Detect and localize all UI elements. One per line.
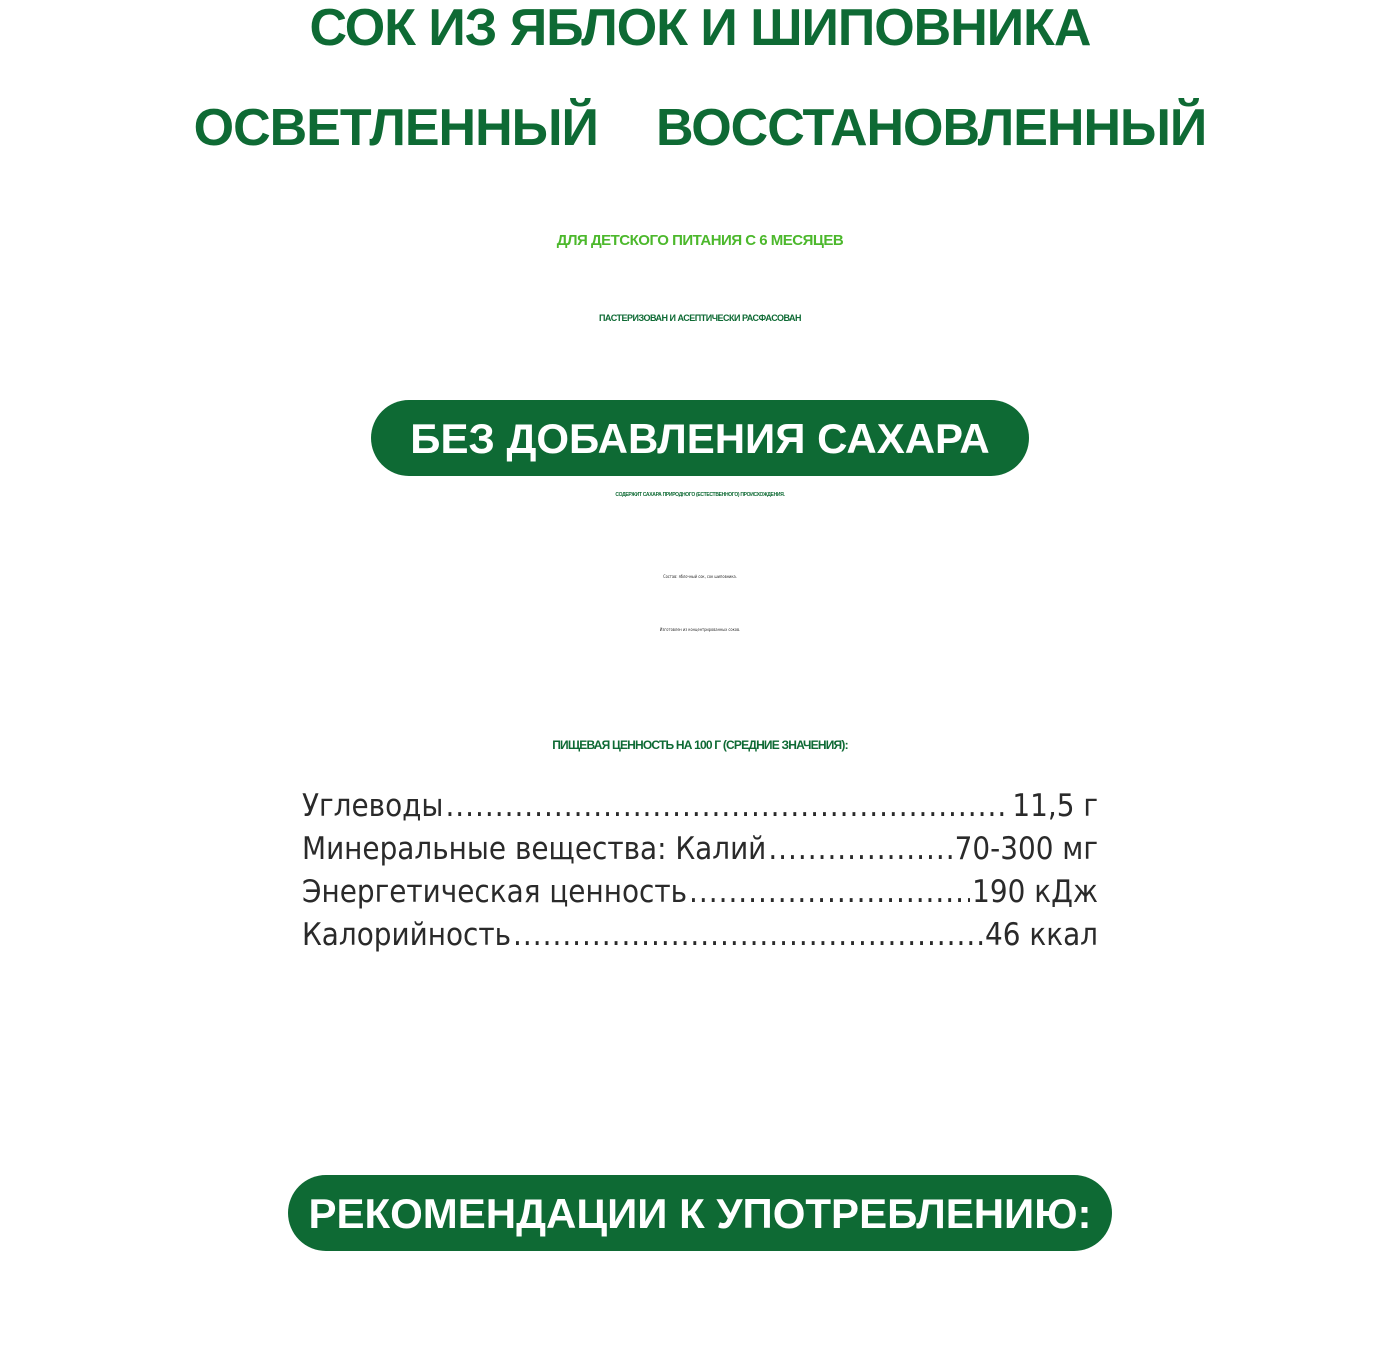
composition-line1: Состав: яблочный сок, сок шиповника. bbox=[663, 574, 737, 579]
nutrition-label: Углеводы bbox=[302, 788, 444, 824]
nutrition-row-calories bbox=[302, 917, 1098, 953]
product-title-line1: СОК ИЗ ЯБЛОК И ШИПОВНИКА bbox=[309, 0, 1091, 57]
nutrition-value: 46 ккал bbox=[985, 917, 1098, 953]
dot-leader bbox=[689, 874, 970, 910]
nutrition-heading: ПИЩЕВАЯ ЦЕННОСТЬ НА 100 Г (СРЕДНИЕ ЗНАЧЕНИЯ): bbox=[552, 738, 848, 752]
nutrition-label: Энергетическая ценность bbox=[302, 874, 688, 910]
nutrition-value: 190 кДж bbox=[972, 874, 1098, 910]
composition-line2: Изготовлен из концентрированных соков. bbox=[659, 627, 741, 632]
nutrition-label: Калорийность bbox=[302, 917, 512, 953]
nutrition-label: Минеральные вещества: Калий bbox=[302, 831, 767, 867]
nutrition-value: 11,5 г bbox=[1012, 788, 1098, 824]
recommendations-badge: РЕКОМЕНДАЦИИ К УПОТРЕБЛЕНИЮ: bbox=[288, 1175, 1112, 1251]
product-title-line2 bbox=[0, 99, 1400, 157]
dot-leader bbox=[513, 917, 983, 953]
dot-leader bbox=[445, 788, 1010, 824]
nutrition-value: 70-300 мг bbox=[954, 831, 1098, 867]
product-title-clarified: ОСВЕТЛЕННЫЙ bbox=[193, 99, 598, 157]
natural-sugar-note: СОДЕРЖИТ САХАРА ПРИРОДНОГО (ЕСТЕСТВЕННОГО) ПРОИСХОЖДЕНИЯ. bbox=[615, 492, 785, 498]
dot-leader bbox=[768, 831, 952, 867]
age-subtitle: ДЛЯ ДЕТСКОГО ПИТАНИЯ С 6 МЕСЯЦЕВ bbox=[556, 232, 844, 249]
product-title-reconstituted: ВОССТАНОВЛЕННЫЙ bbox=[655, 99, 1207, 157]
nutrition-row-energy bbox=[302, 874, 1098, 910]
nutrition-row-carbs bbox=[302, 788, 1098, 824]
no-sugar-badge: БЕЗ ДОБАВЛЕНИЯ САХАРА bbox=[371, 400, 1029, 476]
nutrition-row-potassium bbox=[302, 831, 1098, 867]
process-subtitle: ПАСТЕРИЗОВАН И АСЕПТИЧЕСКИ РАСФАСОВАН bbox=[598, 313, 802, 323]
